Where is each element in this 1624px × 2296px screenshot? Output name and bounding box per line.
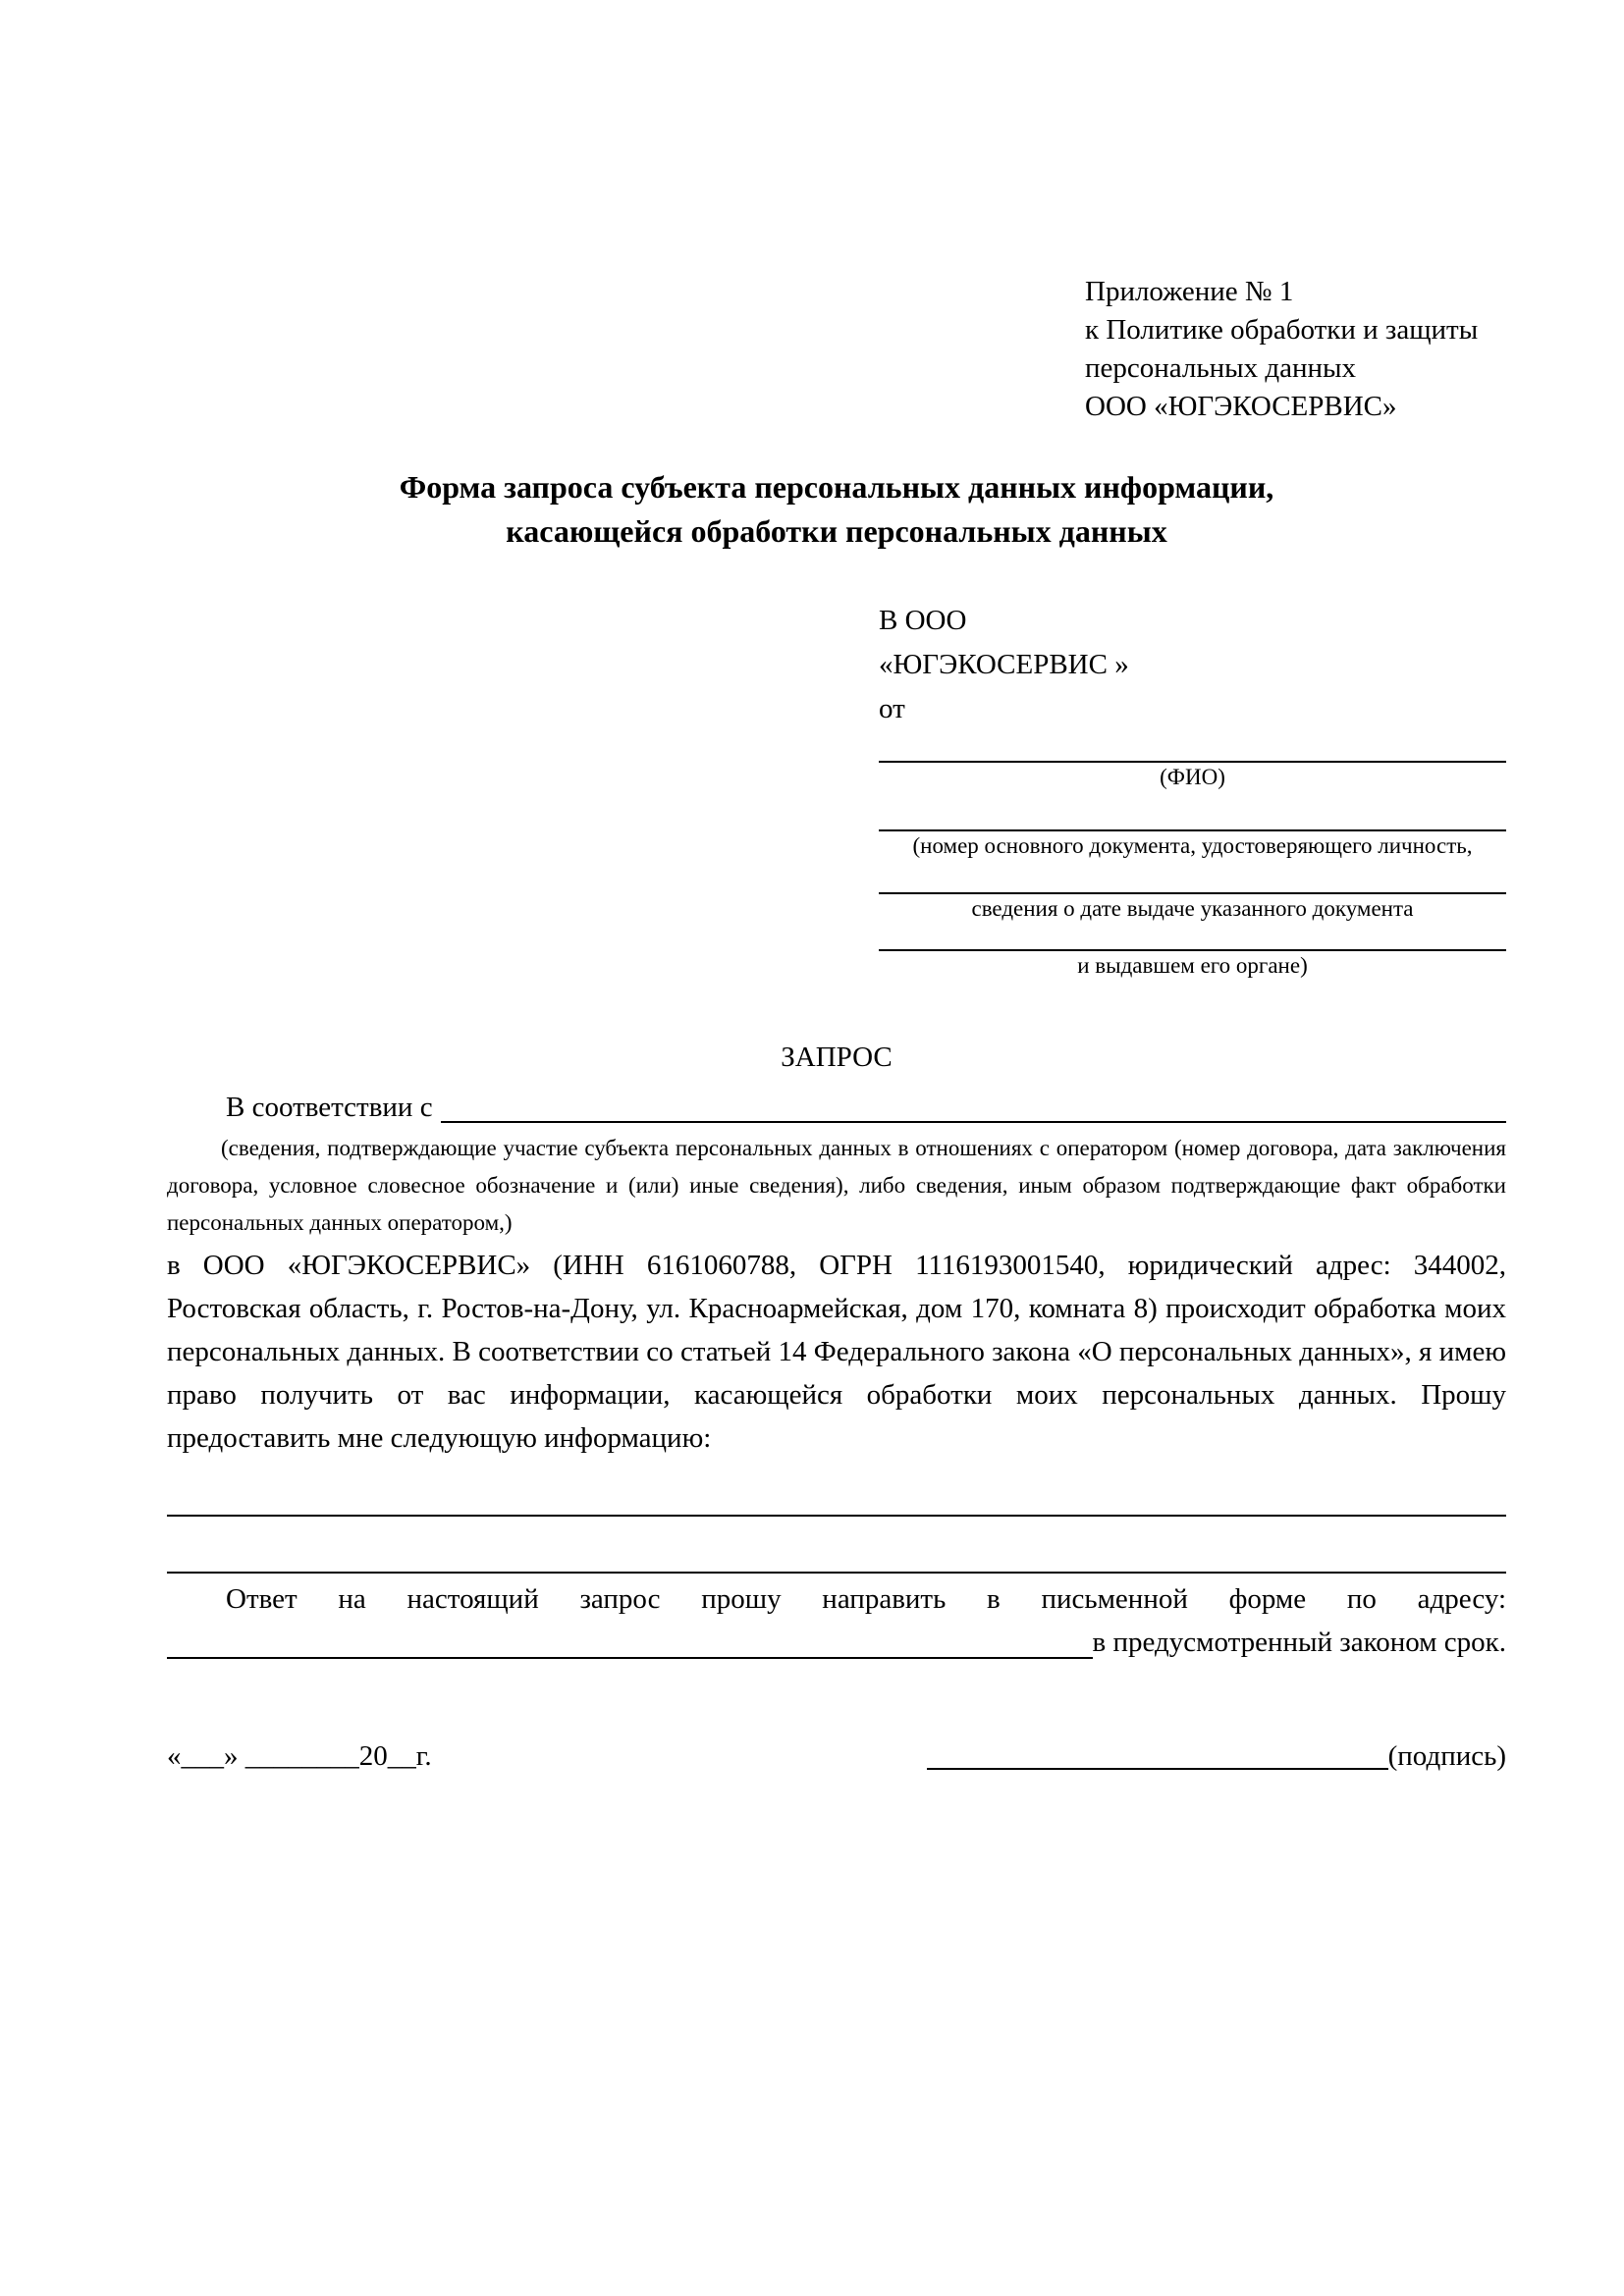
fio-blank-line xyxy=(879,731,1506,763)
doc-number-caption: (номер основного документа, удостоверяющего личность, xyxy=(912,833,1473,858)
info-blank-line-1 xyxy=(167,1460,1506,1517)
signature-caption: (подпись) xyxy=(1387,1740,1506,1772)
annex-line-1: Приложение № 1 xyxy=(1085,276,1294,307)
recipient-to-line-2: «ЮГЭКОСЕРВИС » xyxy=(879,649,1129,680)
footer-row xyxy=(167,1736,1506,1776)
annex-line-4: ООО «ЮГЭКОСЕРВИС» xyxy=(1085,391,1397,422)
recipient-to-line-1: В ООО xyxy=(879,605,967,636)
request-heading: ЗАПРОС xyxy=(781,1041,893,1073)
issuer-blank-line xyxy=(879,924,1506,951)
intro-label: В соответствии с xyxy=(226,1092,433,1123)
address-blank-line xyxy=(167,1637,1093,1659)
annex-line-3: персональных данных xyxy=(1085,352,1357,384)
recipient-block xyxy=(879,599,1506,981)
reply-address-row xyxy=(167,1621,1506,1664)
intro-blank-line xyxy=(441,1101,1506,1123)
fio-caption: (ФИО) xyxy=(1160,765,1225,789)
intro-row xyxy=(167,1087,1506,1128)
body-paragraph: в ООО «ЮГЭКОСЕРВИС» (ИНН 6161060788, ОГРН 1116193001540, юридический адрес: 344002, Ростовская область, г. Ростов-на-Дону, ул. Красноармейская, дом 170, комната 8) происходит обработка моих персональных данных. В соответствии со статьей 14 Федерального закона «О персональных данных», я имею право получить от вас информации, касающейся обработки моих персональных данных. Прошу предоставить мне следующую информацию: xyxy=(167,1250,1506,1454)
reply-paragraph: Ответ на настоящий запрос прошу направить в письменной форме по адресу: xyxy=(226,1583,1506,1615)
issue-date-blank-line xyxy=(879,861,1506,894)
annex-line-2: к Политике обработки и защиты xyxy=(1085,314,1479,346)
date-placeholder: «___» ________20__г. xyxy=(167,1740,432,1772)
document-title xyxy=(167,465,1506,554)
reply-tail-text: в предусмотренный законом срок. xyxy=(1092,1627,1506,1658)
issue-date-caption: сведения о дате выдаче указанного документа xyxy=(971,896,1414,921)
doc-number-blank-line xyxy=(879,792,1506,831)
info-blank-line-2 xyxy=(167,1517,1506,1574)
issuer-caption: и выдавшем его органе) xyxy=(1077,953,1308,978)
signature-blank-line xyxy=(927,1748,1388,1770)
note-paragraph: (сведения, подтверждающие участие субъекта персональных данных в отношениях с оператором (номер договора, дата заключения договора, условное словесное обозначение и (или) иные сведения), либо сведения, иным образом подтверждающие факт обработки персональных данных оператором,) xyxy=(167,1136,1506,1235)
annex-header-block xyxy=(1085,273,1506,426)
document-title-line-2: касающейся обработки персональных данных xyxy=(506,513,1167,549)
document-title-line-1: Форма запроса субъекта персональных данных информации, xyxy=(399,469,1274,505)
signature-group xyxy=(927,1736,1506,1776)
recipient-from-label: от xyxy=(879,693,905,724)
